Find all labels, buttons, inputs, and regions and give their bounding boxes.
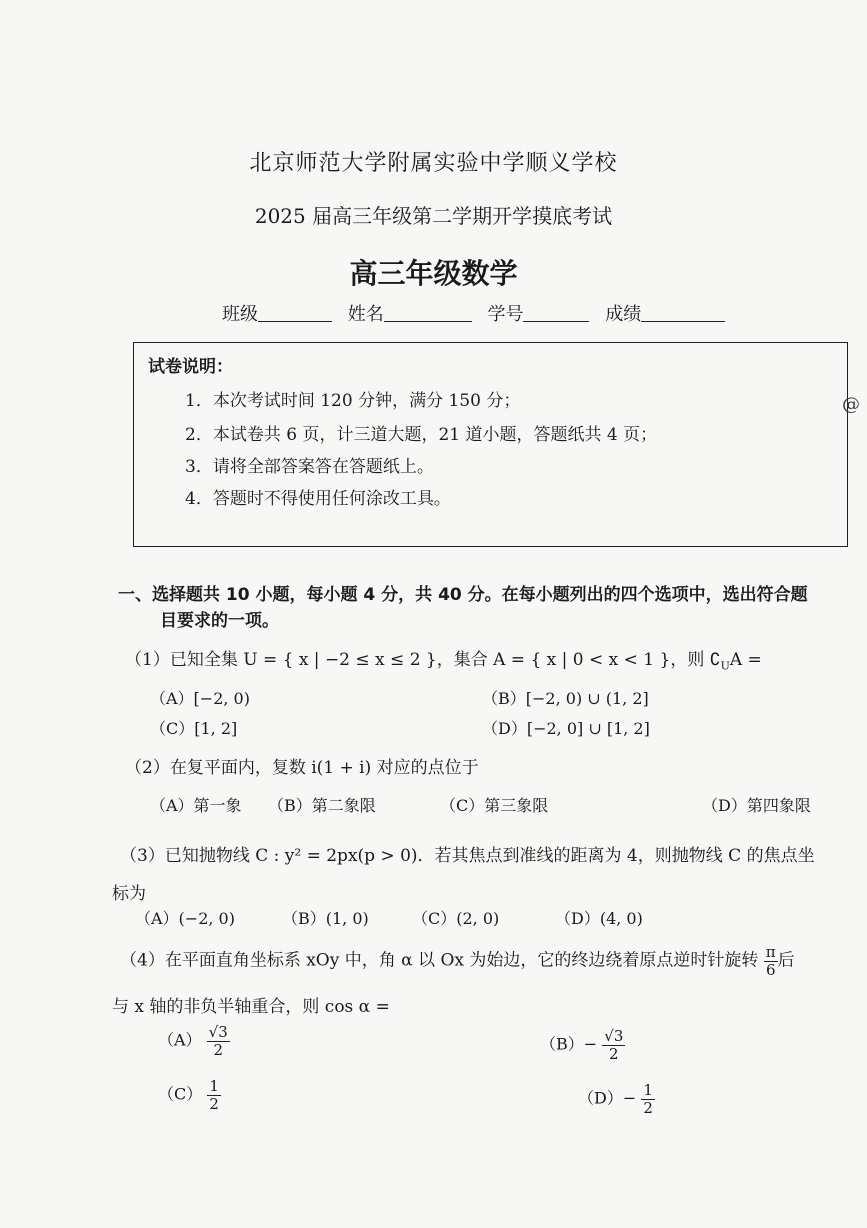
q4-text-after: 后 xyxy=(777,950,795,971)
question-2: （2）在复平面内，复数 i(1 + i) 对应的点位于 xyxy=(125,758,479,778)
q4-d-fraction xyxy=(641,1082,655,1116)
q4-fraction xyxy=(764,944,778,978)
notice-title: 试卷说明： xyxy=(148,357,233,377)
q4-c-label: （C） xyxy=(158,1084,203,1104)
student-id-blank xyxy=(523,303,589,322)
school-name: 北京师范大学附属实验中学顺义学校 xyxy=(249,151,618,176)
q2-option-b: （B）第二象限 xyxy=(268,796,376,815)
q1-sub: U xyxy=(720,659,730,673)
q1-text-end: A = xyxy=(729,650,762,670)
question-4-cont: 与 x 轴的非负半轴重合，则 cos α = xyxy=(112,997,390,1017)
q3-option-b: （B）(1, 0) xyxy=(282,909,369,928)
q4-b-label: （B）− xyxy=(540,1034,598,1054)
question-4 xyxy=(120,944,795,978)
q4-c-fraction xyxy=(207,1078,221,1112)
q3-option-d: （D）(4, 0) xyxy=(555,909,643,928)
section-title-cont: 目要求的一项。 xyxy=(160,611,279,631)
q4-b-num: √3 xyxy=(604,1027,624,1045)
q4-a-num: √3 xyxy=(208,1023,228,1041)
notice-item: 1．本次考试时间 120 分钟，满分 150 分； xyxy=(185,391,521,411)
subject-title: 高三年级数学 xyxy=(349,257,518,290)
score-label: 成绩 xyxy=(605,304,642,325)
q3-option-c: （C）(2, 0) xyxy=(412,909,500,928)
class-label: 班级 xyxy=(222,304,258,325)
q4-b-den: 2 xyxy=(609,1044,619,1063)
q4-option-b xyxy=(540,1028,625,1062)
q2-option-c: （C）第三象限 xyxy=(440,796,549,815)
q4-text: （4）在平面直角坐标系 xOy 中，角 α 以 Ox 为始边，它的终边绕着原点逆时针旋转 xyxy=(120,950,759,971)
q3-option-a: （A）(−2, 0) xyxy=(135,909,235,928)
exam-title: 2025 届高三年级第二学期开学摸底考试 xyxy=(254,204,613,228)
q1-option-c: （C）[1, 2] xyxy=(150,719,238,738)
q1-text: （1）已知全集 U = { x | −2 ≤ x ≤ 2 }，集合 A = { x | 0 < x < 1 }，则 ∁ xyxy=(125,650,721,670)
q4-c-num: 1 xyxy=(209,1077,219,1095)
q4-d-den: 2 xyxy=(643,1098,653,1117)
q4-option-d xyxy=(578,1082,655,1116)
q4-a-fraction xyxy=(207,1024,230,1058)
q4-option-a xyxy=(158,1024,230,1058)
q4-d-num: 1 xyxy=(643,1081,653,1099)
margin-mark: @ xyxy=(842,394,860,415)
q4-b-fraction xyxy=(602,1028,625,1062)
q4-frac-den: 6 xyxy=(765,960,776,979)
notice-item: 4．答题时不得使用任何涂改工具。 xyxy=(185,489,451,509)
q4-c-den: 2 xyxy=(209,1094,219,1113)
student-id-label: 学号 xyxy=(487,304,524,325)
notice-item: 3．请将全部答案答在答题纸上。 xyxy=(185,457,434,477)
question-1 xyxy=(125,645,762,672)
q2-option-a: （A）第一象 xyxy=(150,796,242,815)
q4-d-label: （D）− xyxy=(578,1088,637,1108)
student-info-row xyxy=(222,300,735,326)
class-blank xyxy=(258,303,332,322)
notice-item: 2．本试卷共 6 页，计三道大题，21 道小题，答题纸共 4 页； xyxy=(185,425,658,445)
q1-option-b: （B）[−2, 0) ∪ (1, 2] xyxy=(482,689,649,708)
q4-frac-num: π xyxy=(765,943,776,961)
question-3: （3）已知抛物线 C : y² = 2px(p > 0)．若其焦点到准线的距离为 4，则抛物线 C 的焦点坐 xyxy=(120,846,815,866)
q4-option-c xyxy=(158,1078,221,1112)
q1-option-d: （D）[−2, 0] ∪ [1, 2] xyxy=(482,719,650,738)
q1-option-a: （A）[−2, 0) xyxy=(150,689,250,708)
question-3-cont: 标为 xyxy=(112,884,146,904)
q4-a-label: （A） xyxy=(158,1030,202,1050)
q2-option-d: （D）第四象限 xyxy=(702,796,811,815)
section-title: 一、选择题共 10 小题，每小题 4 分，共 40 分。在每小题列出的四个选项中，选出符合题 xyxy=(118,585,808,605)
q4-a-den: 2 xyxy=(213,1040,223,1059)
name-blank xyxy=(384,303,472,322)
score-blank xyxy=(641,303,725,322)
name-label: 姓名 xyxy=(347,304,384,325)
